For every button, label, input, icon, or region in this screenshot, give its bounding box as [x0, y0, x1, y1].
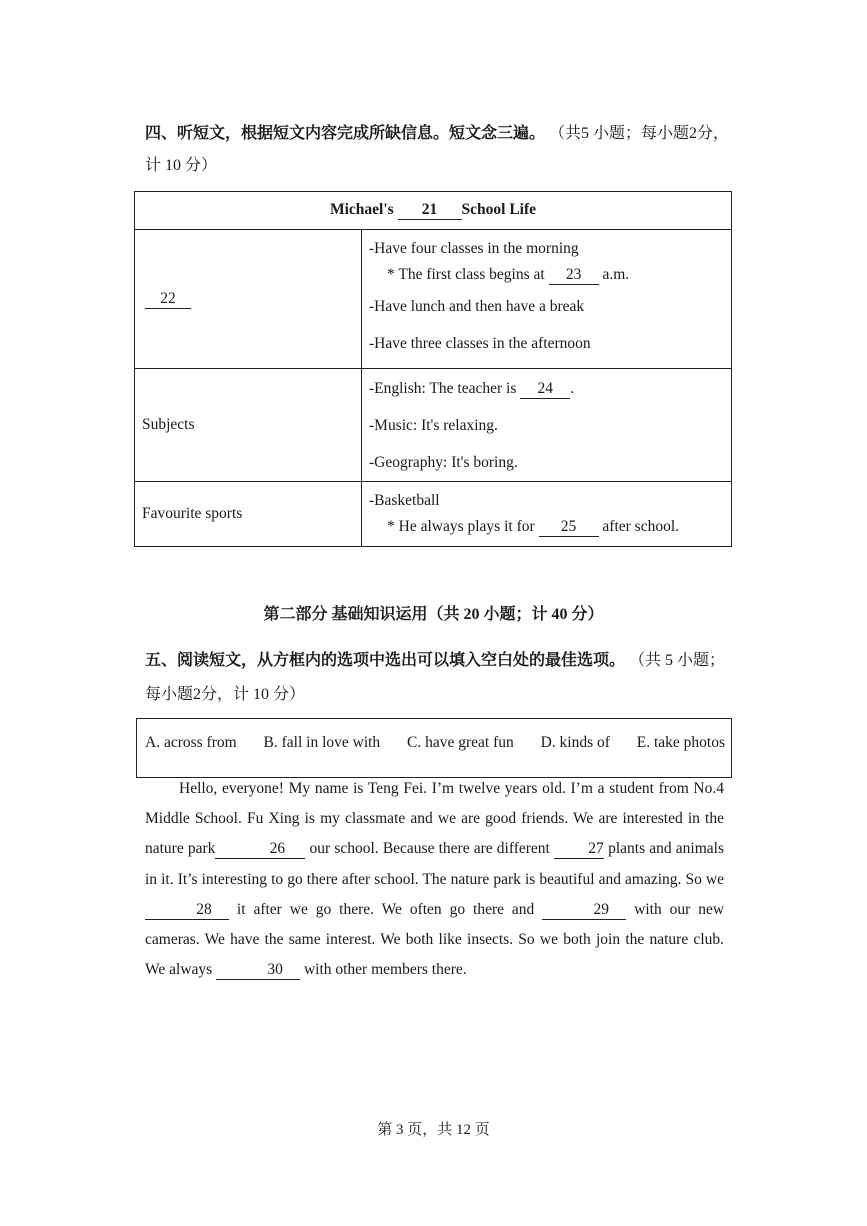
reading-passage [145, 774, 724, 985]
blank-29: 29 [542, 901, 626, 920]
row3-line2 [369, 514, 724, 540]
section4-heading-bold: 四、听短文，根据短文内容完成所缺信息。短文念三遍。 [145, 125, 546, 142]
row2-left-cell: Subjects [135, 369, 362, 482]
section5-heading-rest: （共 5 小题；每小题2分，计 10 分） [145, 652, 726, 703]
passage-s2: our school. Because there are different [309, 840, 550, 858]
passage-s1: Hello, everyone! My name is Teng Fei. I’m twelve years old. I’m a student from No.4 Middle School. Fu Xing is my classmate and we are good friends. We are interested in the nature park [145, 780, 724, 858]
row3-right-cell [362, 482, 732, 547]
option-e: E. take photos [636, 734, 725, 751]
table-title-pre: Michael's [329, 201, 394, 218]
row2-line1-pre: -English: The teacher is [369, 379, 517, 397]
part2-title: 第二部分 基础知识运用（共 20 小题；计 40 分） [263, 606, 604, 623]
row2-right-cell [362, 369, 732, 482]
row3-line1: -Basketball [369, 492, 440, 509]
section5-heading [145, 644, 735, 712]
blank-26: 26 [215, 840, 305, 859]
section5-heading-bold: 五、阅读短文，从方框内的选项中选出可以填入空白处的最佳选项。 [145, 652, 626, 669]
row1-line1: -Have four classes in the morning [369, 240, 579, 257]
row2-line1-post: . [570, 379, 575, 397]
row2-line1 [369, 370, 724, 407]
row1-line3: -Have lunch and then have a break [369, 298, 585, 315]
blank-30: 30 [216, 961, 300, 980]
table-title-post: School Life [461, 201, 537, 218]
row3-left-cell: Favourite sports [135, 482, 362, 547]
row1-line2 [369, 262, 724, 288]
passage-s6: with other members there. [303, 961, 467, 979]
option-a: A. across from [145, 734, 237, 751]
passage-paragraph [145, 774, 724, 985]
passage-s4: it after we go there. We often go there and [236, 900, 535, 918]
section4-heading [145, 118, 735, 182]
row1-line2-pre: * The first class begins at [387, 266, 545, 283]
passage-s5: with our new cameras. We have the same interest. We both like insects. So we both join the nature club. We always [145, 900, 725, 979]
page-footer: 第 3 页，共 12 页 [377, 1122, 490, 1138]
row2-line2: -Music: It's relaxing. [369, 416, 498, 434]
options-box [136, 718, 732, 778]
table-title [135, 192, 732, 230]
info-table [134, 191, 732, 547]
row1-line2-post: a.m. [602, 266, 630, 283]
row3-line2-pre: * He always plays it for [387, 518, 535, 535]
blank-21: 21 [398, 201, 462, 220]
row2-line3: -Geography: It's boring. [369, 453, 518, 471]
passage-s3: plants and animals in it. It’s interesting to go there after school. The nature park is beautiful and amazing. So we [145, 840, 725, 888]
blank-23: 23 [549, 266, 599, 285]
blank-27: 27 [554, 840, 604, 859]
row3-line2-post: after school. [602, 518, 680, 535]
option-c: C. have great fun [407, 734, 514, 751]
blank-28: 28 [145, 901, 229, 920]
blank-24: 24 [520, 380, 570, 399]
section4-heading-rest: （共5 小题；每小题2分，计 10 分） [145, 125, 730, 174]
row1-line4: -Have three classes in the afternoon [369, 335, 591, 352]
blank-22: 22 [145, 290, 191, 309]
option-b: B. fall in love with [263, 734, 381, 751]
blank-25: 25 [539, 518, 599, 537]
row1-right-cell [362, 230, 732, 369]
row1-left-cell [135, 230, 362, 369]
option-d: D. kinds of [540, 734, 610, 751]
